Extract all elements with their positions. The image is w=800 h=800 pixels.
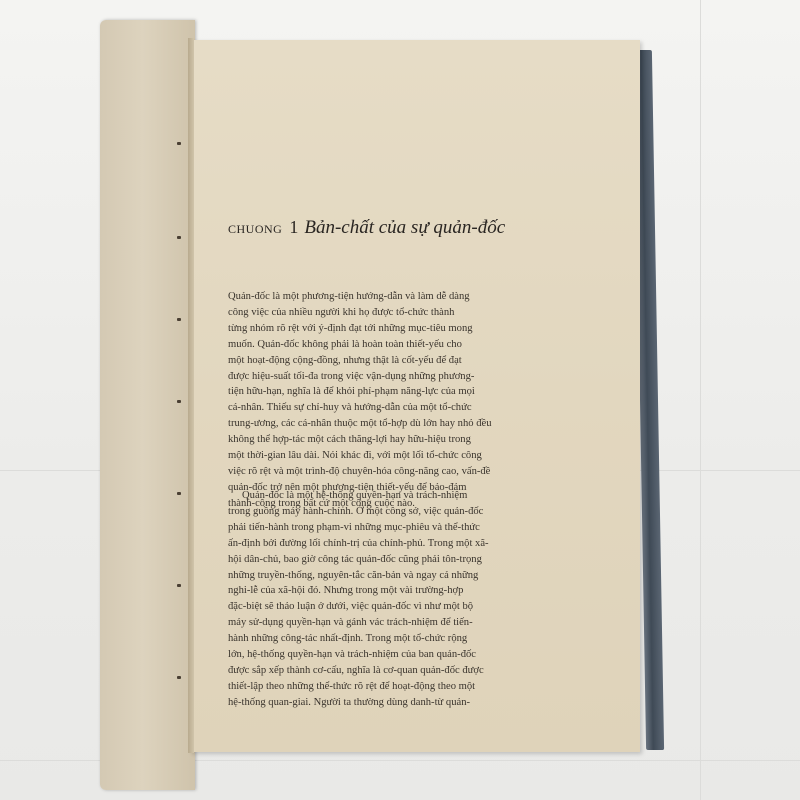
text-line: tiện hữu-hạn, nghĩa là để khỏi phí-phạm năng-lực của mọi xyxy=(228,386,475,398)
text-line: những truyền-thống, nguyên-tắc căn-bản và ngay cả những xyxy=(228,569,479,581)
text-line: một thời-gian lâu dài. Nói khác đi, với một lối tổ-chức công xyxy=(228,450,482,462)
text-line: lớn, hệ-thống quyền-hạn và trách-nhiệm của ban quản-đốc xyxy=(228,649,476,661)
text-line: một hoạt-động cộng-đồng, nhưng thật là cốt-yếu để đạt xyxy=(228,354,462,366)
text-line: ấn-định bởi đường lối chính-trị của chính-phủ. Trong một xã- xyxy=(228,537,489,549)
text-line: từng nhóm rõ rệt với ý-định đạt tới những mục-tiêu mong xyxy=(228,322,473,334)
paragraph-2 xyxy=(228,488,610,711)
binding-stitch xyxy=(177,318,181,321)
text-line: thành-công trong bất cứ một công cuộc nào. xyxy=(228,497,415,509)
binding-stitch xyxy=(177,142,181,145)
text-line: hệ-thống quan-giai. Người ta thường dùng danh-từ quản- xyxy=(228,696,471,708)
text-line: Quản-đốc là một hệ-thống quyền-hạn và trách-nhiệm xyxy=(242,490,468,501)
left-page xyxy=(100,20,195,790)
binding-stitch xyxy=(177,584,181,587)
text-line: nghi-lễ của xã-hội đó. Nhưng trong một vài trường-hợp xyxy=(228,585,464,597)
text-line: hội dân-chủ, bao giờ công tác quản-đốc cũng phải tôn-trọng xyxy=(228,553,482,565)
text-line: máy sử-dụng quyền-hạn và gánh vác trách-nhiệm để tiến- xyxy=(228,617,473,629)
text-line: hành những công-tác nhất-định. Trong một tổ-chức rộng xyxy=(228,633,468,645)
tile-seam xyxy=(700,0,701,800)
binding-stitch xyxy=(177,400,181,403)
text-line: trung-ương, các cá-nhân thuộc một tổ-hợp dù lớn hay nhỏ đều xyxy=(228,418,492,430)
text-line: phải tiến-hành trong phạm-vi những mục-phiêu và thể-thức xyxy=(228,521,480,533)
text-line: được hiệu-suất tối-đa trong việc vận-dụng những phương- xyxy=(228,370,475,382)
text-line: được sắp xếp thành cơ-cấu, nghĩa là cơ-quan quản-đốc được xyxy=(228,664,484,676)
chapter-number: 1 xyxy=(289,217,299,237)
binding-stitch xyxy=(177,492,181,495)
paragraph-1 xyxy=(228,289,610,512)
text-line: trong guồng máy hành-chính. Ở một công sở, việc quản-đốc xyxy=(228,505,484,517)
text-line: cá-nhân. Thiếu sự chỉ-huy và hướng-dẫn của một tổ-chức xyxy=(228,402,472,414)
binding-stitch xyxy=(177,676,181,679)
chapter-title: Bản-chất của sự quản-đốc xyxy=(304,217,506,238)
book-gutter xyxy=(188,38,194,753)
chapter-label: CHUONG xyxy=(228,222,283,236)
binding-stitch xyxy=(177,236,181,239)
text-line: công việc của nhiều người khi họ được tổ-chức thành xyxy=(228,306,455,318)
chapter-heading xyxy=(228,217,548,239)
text-line: việc rõ rệt và một trình-độ chuyên-hóa công-năng cao, vấn-đề xyxy=(228,465,491,477)
text-line: đặc-biệt sẽ thảo luận ở dưới, việc quản-đốc vì như một bộ xyxy=(228,601,474,613)
text-line: Quản-đốc là một phương-tiện hướng-dẫn và làm dễ dàng xyxy=(228,291,470,302)
text-line: không thể hợp-tác một cách thăng-lợi hay hữu-hiệu trong xyxy=(228,434,471,446)
text-line: quản-đốc trở nên một phương-tiện thiết-yếu để bảo-đảm xyxy=(228,481,467,493)
text-line: thiết-lập theo những thể-thức rõ rệt để hoạt-động theo một xyxy=(228,680,476,692)
text-line: muốn. Quản-đốc không phải là hoàn toàn thiết-yếu cho xyxy=(228,338,462,350)
